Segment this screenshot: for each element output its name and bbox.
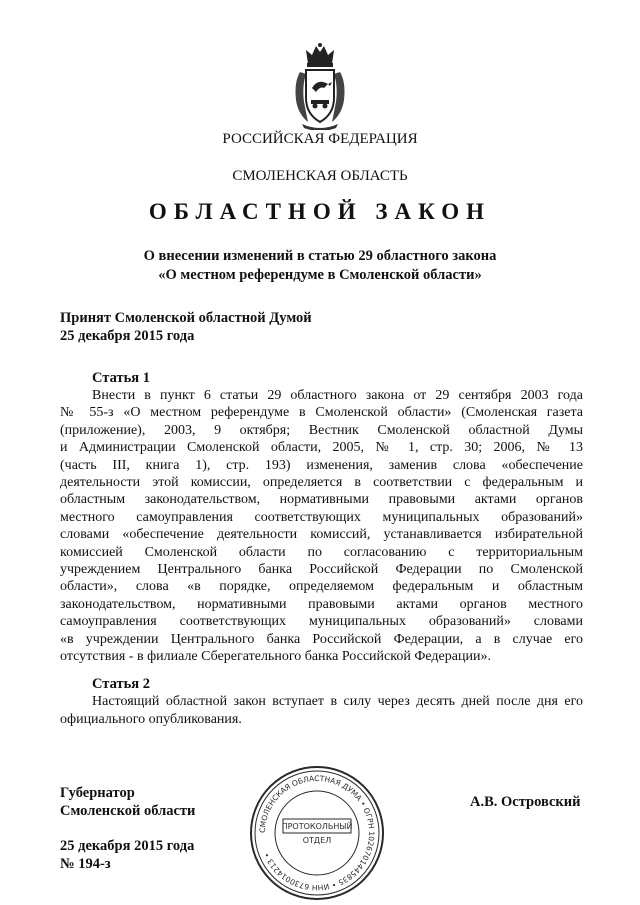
country-heading: РОССИЙСКАЯ ФЕДЕРАЦИЯ [222, 131, 418, 147]
paragraph-line: «в учреждении Центрального банка Российской Федерации, а в случае его [60, 631, 583, 647]
paragraph-line: области», слова «в порядке, определяемом федеральным и областным [60, 579, 583, 595]
paragraph-line: самоуправления соответствующих муниципальных образований» словами [60, 614, 583, 630]
paragraph-line: № 55-з «О местном референдуме в Смоленской области» (Смоленская газета [60, 405, 583, 421]
stamp-ring-text: СМОЛЕНСКАЯ ОБЛАСТНАЯ ДУМА • ОГРН 1026701445835 • ИНН 6730014213 • [257, 773, 377, 893]
paragraph-line: официального опубликования. [60, 711, 242, 727]
paragraph-line: и Администрации Смоленской области, 2005, № 1, стр. 30; 2006, № 13 [60, 440, 583, 456]
paragraph-line: комиссией Смоленской области по согласованию с территориальным [60, 544, 583, 560]
coat-of-arms-emblem [290, 42, 350, 130]
paragraph-line: отсутствия - в филиале Сберегательного банка Российской Федерации». [60, 649, 491, 664]
paragraph-line: Внести в пункт 6 статьи 29 областного закона от 29 сентября 2003 года [92, 388, 583, 403]
paragraph-line: законодательством, нормативными правовыми актами органов местного [60, 596, 583, 612]
paragraph-line: местного самоуправления соответствующих муниципальных образований» [60, 509, 583, 525]
paragraph-line: областным законодательством, нормативными правовыми актами органов [60, 492, 583, 508]
paragraph-line: Настоящий областной закон вступает в силу через десять дней после дня его [92, 694, 583, 709]
paragraph-line: деятельности этой комиссии, определяется в соответствии с федеральным и [60, 475, 583, 490]
paragraph-line: (приложение), 2003, 9 октября; Вестник Смоленской областной Думы [60, 422, 583, 438]
paragraph-line: словами «обеспечение деятельности комиссий, устанавливается избирательной [60, 527, 583, 543]
signer-position-line-1: Губернатор [60, 785, 135, 801]
article-2-title: Статья 2 [92, 676, 150, 692]
document-type-title: ОБЛАСТНОЙ ЗАКОН [148, 199, 492, 224]
subject-line-2: «О местном референдуме в Смоленской области» [158, 267, 482, 283]
signer-name: А.В. Островский [470, 794, 581, 810]
law-number: № 194-з [60, 856, 111, 872]
region-heading: СМОЛЕНСКАЯ ОБЛАСТЬ [232, 168, 408, 184]
official-stamp [247, 763, 387, 903]
paragraph-line: (часть III, книга 1), стр. 193) изменения, заменив слова «обеспечение [60, 457, 583, 473]
subject-line-1: О внесении изменений в статью 29 областного закона [143, 248, 497, 264]
adopted-date: 25 декабря 2015 года [60, 328, 195, 344]
stamp-center-line-2: ОТДЕЛ [302, 836, 332, 845]
signing-date: 25 декабря 2015 года [60, 838, 195, 854]
stamp-center-line-1: ПРОТОКОЛЬНЫЙ [281, 822, 353, 831]
article-1-title: Статья 1 [92, 370, 150, 386]
paragraph-line: учреждением Центрального банка Российской Федерации по Смоленской [60, 562, 583, 577]
signer-position-line-2: Смоленской области [60, 803, 196, 819]
adopted-by-line: Принят Смоленской областной Думой [60, 310, 312, 326]
